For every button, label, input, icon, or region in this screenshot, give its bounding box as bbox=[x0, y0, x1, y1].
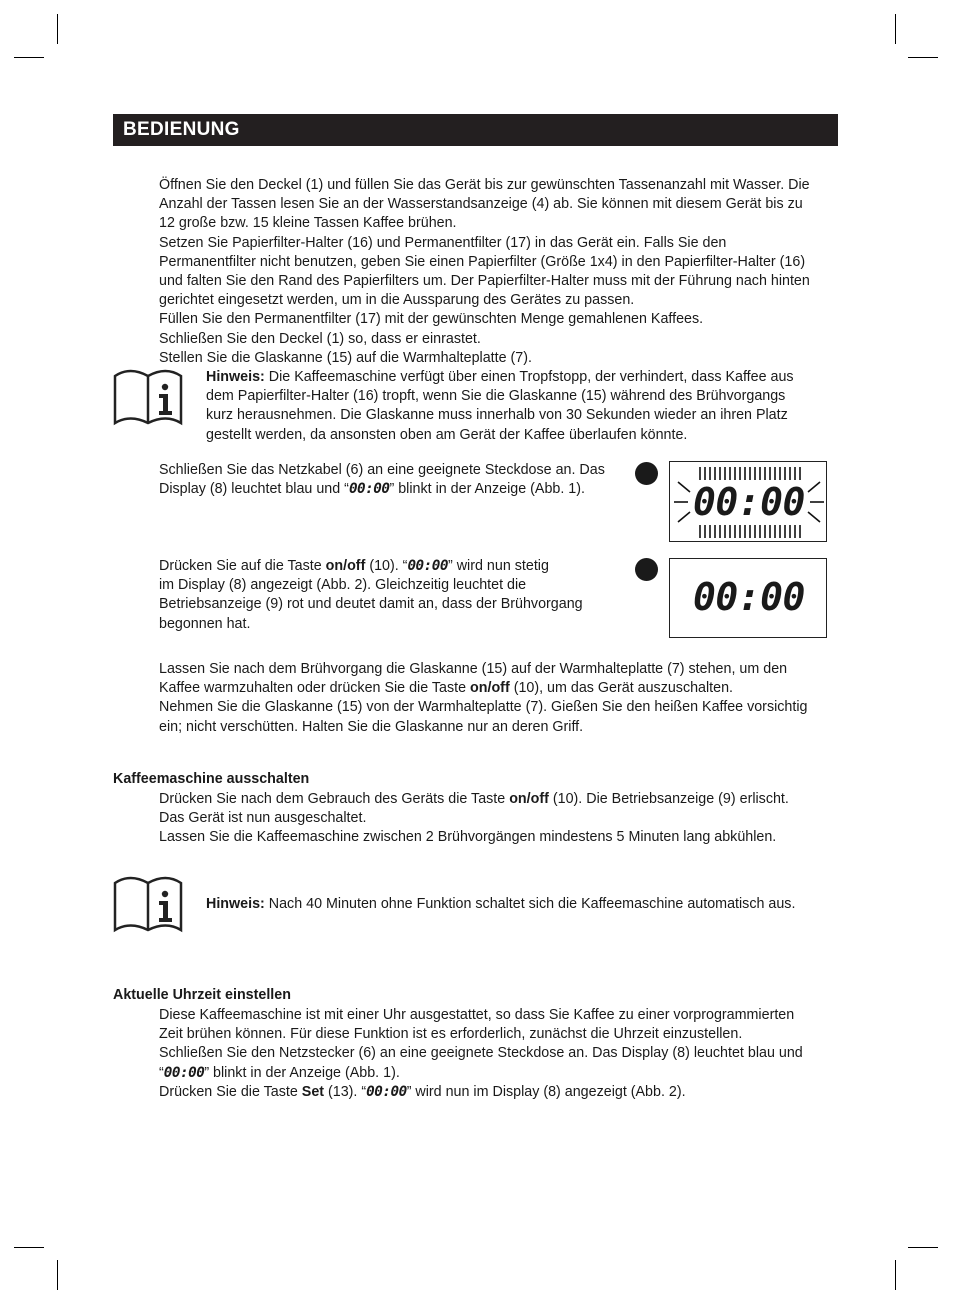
intro-line: Öffnen Sie den Deckel (1) und füllen Sie das Gerät bis zur gewünschten Tassenanzahl mit Wasser. Die bbox=[159, 177, 810, 193]
display-inline: 00:00 bbox=[163, 1064, 205, 1081]
note-text: Die Kaffeemaschine verfügt über einen Tropfstopp, der verhindert, dass Kaffee aus bbox=[264, 369, 794, 385]
step-line: Display (8) leuchtet blau und “ bbox=[159, 481, 349, 498]
step-1-text bbox=[159, 461, 605, 499]
section-title: BEDIENUNG bbox=[113, 114, 838, 146]
step-line: ” blinkt in der Anzeige (Abb. 1). bbox=[389, 481, 585, 498]
intro-line: gerichtet eingesetzt werden, um in die Aussparung des Gerätes zu passen. bbox=[159, 292, 635, 309]
crop-mark bbox=[908, 57, 938, 58]
step-2-text bbox=[159, 557, 583, 634]
para-line: Schließen Sie den Netzstecker (6) an eine geeignete Steckdose an. Das Display (8) leuchtet blau und bbox=[159, 1045, 803, 1062]
para-line: “ bbox=[159, 1064, 164, 1081]
crop-mark bbox=[14, 1247, 44, 1248]
key-label: Set bbox=[301, 1083, 325, 1100]
crop-mark bbox=[57, 1260, 58, 1290]
crop-mark bbox=[57, 14, 58, 44]
display-inline: 00:00 bbox=[348, 481, 390, 498]
step-line: Drücken Sie auf die Taste bbox=[159, 558, 326, 574]
crop-mark bbox=[895, 1260, 896, 1290]
switch-off-paragraph bbox=[159, 790, 789, 848]
para-line: Drücken Sie die Taste bbox=[159, 1083, 302, 1100]
note-1 bbox=[206, 368, 794, 445]
key-label: on/off bbox=[325, 558, 366, 574]
para-line: (10). Die Betriebsanzeige (9) erlischt. bbox=[548, 791, 789, 807]
key-label: on/off bbox=[470, 680, 510, 697]
clock-paragraph bbox=[159, 1006, 803, 1102]
info-book-icon bbox=[112, 875, 184, 933]
para-line: Nehmen Sie die Glaskanne (15) von der Warmhalteplatte (7). Gießen Sie den heißen Kaffee vorsichtig bbox=[159, 699, 808, 716]
para-line: ” blinkt in der Anzeige (Abb. 1). bbox=[204, 1064, 400, 1081]
display-digits: 00:00 bbox=[693, 575, 805, 619]
after-brewing-paragraph bbox=[159, 660, 807, 737]
para-line: (13). “ bbox=[324, 1083, 367, 1100]
para-line: (10), um das Gerät auszuschalten. bbox=[509, 680, 734, 697]
note-text: gestellt werden, da ansonsten oben am Gerät der Kaffee überlaufen könnte. bbox=[206, 426, 688, 443]
section-heading: Kaffeemaschine ausschalten bbox=[113, 771, 310, 787]
intro-line: Permanentfilter nicht benutzen, geben Sie einen Papierfilter (Größe 1x4) in den Papierfilter-Halter (16) bbox=[159, 253, 806, 270]
intro-line: Stellen Sie die Glaskanne (15) auf die Warmhalteplatte (7). bbox=[159, 349, 532, 366]
note-label: Hinweis: bbox=[206, 369, 265, 385]
display-digits: 00:00 bbox=[693, 480, 805, 524]
para-line: Diese Kaffeemaschine ist mit einer Uhr ausgestattet, so dass Sie Kaffee zu einer vorprogrammierten bbox=[159, 1007, 795, 1023]
intro-paragraph bbox=[159, 176, 810, 368]
para-line: Lassen Sie nach dem Brühvorgang die Glaskanne (15) auf der Warmhalteplatte (7) stehen, um den bbox=[159, 661, 788, 677]
note-2 bbox=[206, 895, 795, 914]
display-inline: 00:00 bbox=[407, 558, 448, 574]
intro-line: und falten Sie den Rand des Papierfilters um. Der Papierfilter-Halter muss mit der Führung nach hinten bbox=[159, 273, 810, 290]
figure-2-display bbox=[669, 558, 827, 638]
para-line: Lassen Sie die Kaffeemaschine zwischen 2 Brühvorgängen mindestens 5 Minuten lang abkühlen. bbox=[159, 829, 777, 846]
crop-mark bbox=[895, 14, 896, 44]
note-text: kurz herausnehmen. Die Glaskanne muss innerhalb von 30 Sekunden wieder an ihren Platz bbox=[206, 407, 788, 424]
info-book-icon bbox=[112, 368, 184, 426]
para-line: ” wird nun im Display (8) angezeigt (Abb. 2). bbox=[406, 1083, 686, 1100]
para-line: Das Gerät ist nun ausgeschaltet. bbox=[159, 810, 367, 827]
step-line: (10). “ bbox=[365, 558, 408, 574]
intro-line: Anzahl der Tassen lesen Sie an der Wasserstandsanzeige (4) ab. Sie können mit diesem Gerät bis zu bbox=[159, 196, 803, 213]
intro-line: 12 große bzw. 15 kleine Tassen Kaffee brühen. bbox=[159, 215, 457, 232]
display-inline: 00:00 bbox=[366, 1083, 407, 1100]
figure-1-display bbox=[669, 461, 827, 542]
figure-2-marker bbox=[635, 558, 658, 581]
step-line: begonnen hat. bbox=[159, 615, 251, 632]
figure-1-marker bbox=[635, 462, 658, 485]
intro-line: Füllen Sie den Permanentfilter (17) mit der gewünschten Menge gemahlenen Kaffees. bbox=[159, 311, 704, 328]
step-line: Schließen Sie das Netzkabel (6) an eine geeignete Steckdose an. Das bbox=[159, 462, 605, 478]
note-label: Hinweis: bbox=[206, 896, 265, 912]
intro-line: Schließen Sie den Deckel (1) so, dass er einrastet. bbox=[159, 330, 481, 347]
step-line: im Display (8) angezeigt (Abb. 2). Gleichzeitig leuchtet die bbox=[159, 577, 527, 594]
step-line: Betriebsanzeige (9) rot und deutet damit an, dass der Brühvorgang bbox=[159, 596, 583, 613]
note-text: Nach 40 Minuten ohne Funktion schaltet sich die Kaffeemaschine automatisch aus. bbox=[264, 896, 796, 912]
crop-mark bbox=[908, 1247, 938, 1248]
crop-mark bbox=[14, 57, 44, 58]
step-line: ” wird nun stetig bbox=[448, 558, 549, 574]
para-line: Kaffee warmzuhalten oder drücken Sie die Taste bbox=[159, 680, 471, 697]
note-text: dem Papierfilter-Halter (16) tropft, wenn Sie die Glaskanne (15) während des Brühvorgangs bbox=[206, 388, 786, 405]
key-label: on/off bbox=[509, 791, 549, 807]
para-line: ein; nicht verschütten. Halten Sie die Glaskanne nur an deren Griff. bbox=[159, 718, 584, 735]
section-heading: Aktuelle Uhrzeit einstellen bbox=[113, 987, 291, 1003]
intro-line: Setzen Sie Papierfilter-Halter (16) und Permanentfilter (17) in das Gerät ein. Falls Sie den bbox=[159, 234, 727, 251]
para-line: Drücken Sie nach dem Gebrauch des Geräts die Taste bbox=[159, 791, 510, 807]
para-line: Zeit brühen können. Für diese Funktion ist es erforderlich, zunächst die Uhrzeit einzustellen. bbox=[159, 1026, 743, 1043]
